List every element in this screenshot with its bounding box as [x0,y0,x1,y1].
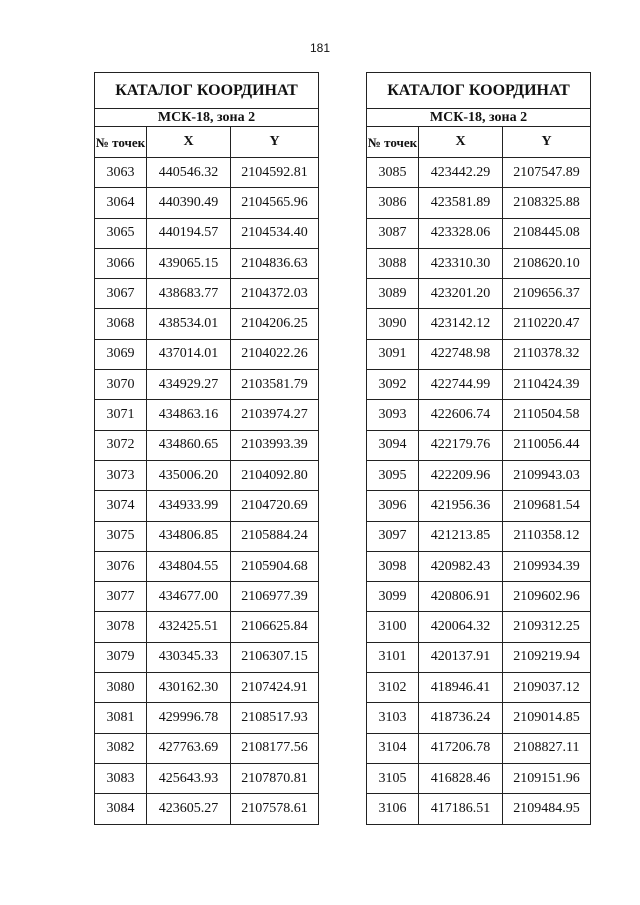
point-number-cell: 3079 [95,642,147,672]
x-coordinate-cell: 423581.89 [419,188,503,218]
x-coordinate-cell: 421213.85 [419,521,503,551]
table-row [367,309,591,339]
point-number-cell: 3066 [95,248,147,278]
y-coordinate-cell: 2109484.95 [503,794,591,824]
point-number-cell: 3065 [95,218,147,248]
y-coordinate-cell: 2108445.08 [503,218,591,248]
point-number-cell: 3083 [95,763,147,793]
table-row [95,279,319,309]
x-coordinate-cell: 432425.51 [147,612,231,642]
point-number-cell: 3073 [95,460,147,490]
y-coordinate-cell: 2104092.80 [231,460,319,490]
point-number-cell: 3069 [95,339,147,369]
y-coordinate-cell: 2106307.15 [231,642,319,672]
y-coordinate-cell: 2110504.58 [503,400,591,430]
table-row [95,703,319,733]
x-coordinate-cell: 420806.91 [419,582,503,612]
x-coordinate-cell: 427763.69 [147,733,231,763]
table-row [95,400,319,430]
point-number-cell: 3064 [95,188,147,218]
x-coordinate-cell: 435006.20 [147,460,231,490]
x-coordinate-cell: 434804.55 [147,551,231,581]
table-row [367,612,591,642]
y-coordinate-cell: 2106977.39 [231,582,319,612]
point-number-cell: 3085 [367,158,419,188]
y-coordinate-cell: 2105884.24 [231,521,319,551]
y-coordinate-cell: 2104565.96 [231,188,319,218]
y-coordinate-cell: 2104372.03 [231,279,319,309]
table-title: КАТАЛОГ КООРДИНАТ [95,73,319,109]
table-row [367,794,591,824]
table-row [367,218,591,248]
y-coordinate-cell: 2110358.12 [503,521,591,551]
y-coordinate-cell: 2110424.39 [503,370,591,400]
table-row [95,248,319,278]
table-row [367,370,591,400]
x-coordinate-cell: 434806.85 [147,521,231,551]
y-coordinate-cell: 2107547.89 [503,158,591,188]
table-row [95,673,319,703]
column-header-y: Y [231,127,319,158]
table-body [367,158,591,825]
x-coordinate-cell: 423442.29 [419,158,503,188]
table-row [367,248,591,278]
x-coordinate-cell: 423310.30 [419,248,503,278]
point-number-cell: 3087 [367,218,419,248]
y-coordinate-cell: 2110220.47 [503,309,591,339]
point-number-cell: 3067 [95,279,147,309]
table-subtitle: МСК-18, зона 2 [367,109,591,127]
point-number-cell: 3091 [367,339,419,369]
table-row [95,642,319,672]
table-row [95,460,319,490]
point-number-cell: 3084 [95,794,147,824]
x-coordinate-cell: 437014.01 [147,339,231,369]
x-coordinate-cell: 430162.30 [147,673,231,703]
point-number-cell: 3093 [367,400,419,430]
y-coordinate-cell: 2104022.26 [231,339,319,369]
x-coordinate-cell: 438683.77 [147,279,231,309]
x-coordinate-cell: 422179.76 [419,430,503,460]
table-row [367,521,591,551]
x-coordinate-cell: 420982.43 [419,551,503,581]
column-header-point-number: № точек [367,127,419,158]
table-row [95,794,319,824]
x-coordinate-cell: 434860.65 [147,430,231,460]
point-number-cell: 3063 [95,158,147,188]
table-row [95,491,319,521]
y-coordinate-cell: 2108620.10 [503,248,591,278]
coordinate-catalog-table-right [366,72,591,825]
y-coordinate-cell: 2108517.93 [231,703,319,733]
y-coordinate-cell: 2109602.96 [503,582,591,612]
x-coordinate-cell: 440546.32 [147,158,231,188]
table-row [367,279,591,309]
column-header-x: X [419,127,503,158]
point-number-cell: 3089 [367,279,419,309]
table-row [367,339,591,369]
table-row [367,703,591,733]
y-coordinate-cell: 2106625.84 [231,612,319,642]
y-coordinate-cell: 2104534.40 [231,218,319,248]
table-row [95,218,319,248]
point-number-cell: 3081 [95,703,147,733]
x-coordinate-cell: 438534.01 [147,309,231,339]
table-subtitle: МСК-18, зона 2 [95,109,319,127]
table-row [95,158,319,188]
table-row [95,188,319,218]
y-coordinate-cell: 2109037.12 [503,673,591,703]
y-coordinate-cell: 2103581.79 [231,370,319,400]
point-number-cell: 3086 [367,188,419,218]
y-coordinate-cell: 2103993.39 [231,430,319,460]
point-number-cell: 3071 [95,400,147,430]
y-coordinate-cell: 2109656.37 [503,279,591,309]
table-row [95,370,319,400]
table-title: КАТАЛОГ КООРДИНАТ [367,73,591,109]
x-coordinate-cell: 421956.36 [419,491,503,521]
point-number-cell: 3103 [367,703,419,733]
point-number-cell: 3090 [367,309,419,339]
x-coordinate-cell: 440390.49 [147,188,231,218]
point-number-cell: 3102 [367,673,419,703]
point-number-cell: 3099 [367,582,419,612]
table-body [95,158,319,825]
table-row [95,733,319,763]
x-coordinate-cell: 423142.12 [419,309,503,339]
y-coordinate-cell: 2110378.32 [503,339,591,369]
table-row [367,673,591,703]
point-number-cell: 3095 [367,460,419,490]
table-row [95,551,319,581]
point-number-cell: 3075 [95,521,147,551]
x-coordinate-cell: 423328.06 [419,218,503,248]
point-number-cell: 3104 [367,733,419,763]
y-coordinate-cell: 2109014.85 [503,703,591,733]
coordinate-catalog-table-left [94,72,319,825]
point-number-cell: 3094 [367,430,419,460]
x-coordinate-cell: 434677.00 [147,582,231,612]
y-coordinate-cell: 2109312.25 [503,612,591,642]
table-row [95,430,319,460]
table-row [367,642,591,672]
y-coordinate-cell: 2109151.96 [503,763,591,793]
table-row [95,612,319,642]
x-coordinate-cell: 416828.46 [419,763,503,793]
point-number-cell: 3068 [95,309,147,339]
y-coordinate-cell: 2109681.54 [503,491,591,521]
x-coordinate-cell: 430345.33 [147,642,231,672]
table-row [367,582,591,612]
x-coordinate-cell: 425643.93 [147,763,231,793]
point-number-cell: 3082 [95,733,147,763]
x-coordinate-cell: 420137.91 [419,642,503,672]
table-row [367,158,591,188]
x-coordinate-cell: 429996.78 [147,703,231,733]
y-coordinate-cell: 2110056.44 [503,430,591,460]
point-number-cell: 3106 [367,794,419,824]
point-number-cell: 3101 [367,642,419,672]
table-row [367,460,591,490]
x-coordinate-cell: 422744.99 [419,370,503,400]
y-coordinate-cell: 2109219.94 [503,642,591,672]
y-coordinate-cell: 2104720.69 [231,491,319,521]
y-coordinate-cell: 2107578.61 [231,794,319,824]
x-coordinate-cell: 434933.99 [147,491,231,521]
table-row [367,733,591,763]
point-number-cell: 3105 [367,763,419,793]
x-coordinate-cell: 418736.24 [419,703,503,733]
x-coordinate-cell: 434863.16 [147,400,231,430]
point-number-cell: 3070 [95,370,147,400]
y-coordinate-cell: 2104206.25 [231,309,319,339]
table-row [367,491,591,521]
x-coordinate-cell: 439065.15 [147,248,231,278]
x-coordinate-cell: 440194.57 [147,218,231,248]
table-row [95,763,319,793]
point-number-cell: 3076 [95,551,147,581]
page-number: 181 [309,41,331,55]
point-number-cell: 3078 [95,612,147,642]
point-number-cell: 3098 [367,551,419,581]
y-coordinate-cell: 2103974.27 [231,400,319,430]
x-coordinate-cell: 422748.98 [419,339,503,369]
column-header-point-number: № точек [95,127,147,158]
x-coordinate-cell: 422209.96 [419,460,503,490]
x-coordinate-cell: 423201.20 [419,279,503,309]
y-coordinate-cell: 2108177.56 [231,733,319,763]
table-row [367,551,591,581]
x-coordinate-cell: 423605.27 [147,794,231,824]
point-number-cell: 3100 [367,612,419,642]
x-coordinate-cell: 420064.32 [419,612,503,642]
point-number-cell: 3088 [367,248,419,278]
point-number-cell: 3096 [367,491,419,521]
point-number-cell: 3092 [367,370,419,400]
column-header-x: X [147,127,231,158]
table-row [367,430,591,460]
point-number-cell: 3072 [95,430,147,460]
table-row [95,521,319,551]
y-coordinate-cell: 2108827.11 [503,733,591,763]
y-coordinate-cell: 2107870.81 [231,763,319,793]
point-number-cell: 3097 [367,521,419,551]
y-coordinate-cell: 2105904.68 [231,551,319,581]
x-coordinate-cell: 422606.74 [419,400,503,430]
point-number-cell: 3077 [95,582,147,612]
table-row [95,309,319,339]
point-number-cell: 3074 [95,491,147,521]
table-row [95,339,319,369]
table-row [95,582,319,612]
table-row [367,188,591,218]
x-coordinate-cell: 418946.41 [419,673,503,703]
y-coordinate-cell: 2104836.63 [231,248,319,278]
y-coordinate-cell: 2108325.88 [503,188,591,218]
table-row [367,400,591,430]
table-row [367,763,591,793]
y-coordinate-cell: 2109943.03 [503,460,591,490]
x-coordinate-cell: 417186.51 [419,794,503,824]
y-coordinate-cell: 2109934.39 [503,551,591,581]
x-coordinate-cell: 434929.27 [147,370,231,400]
y-coordinate-cell: 2104592.81 [231,158,319,188]
column-header-y: Y [503,127,591,158]
y-coordinate-cell: 2107424.91 [231,673,319,703]
point-number-cell: 3080 [95,673,147,703]
x-coordinate-cell: 417206.78 [419,733,503,763]
